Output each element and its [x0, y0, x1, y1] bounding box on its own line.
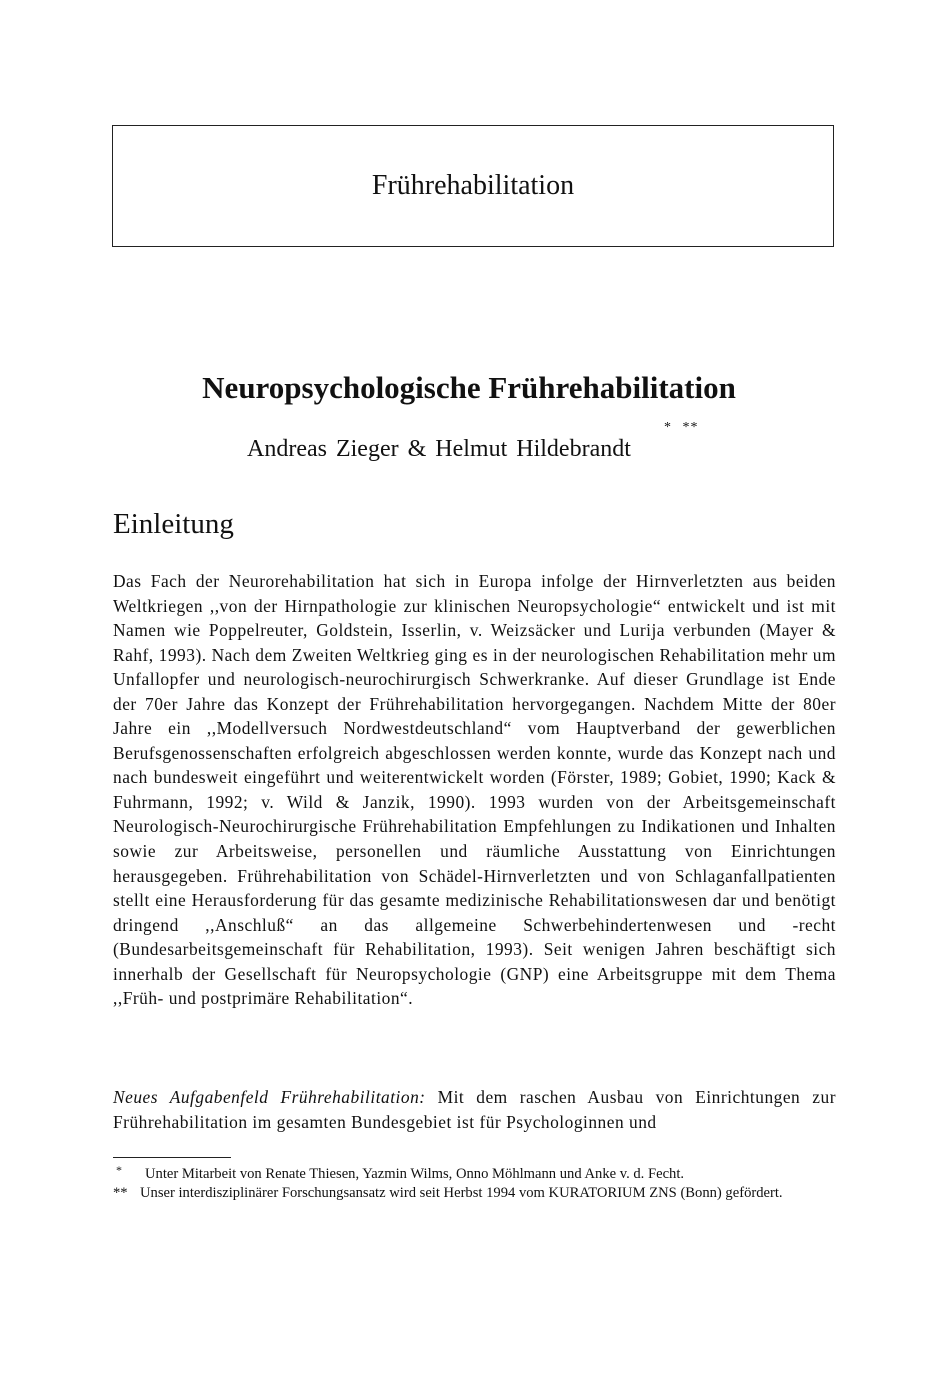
paragraph-lead-in: Neues Aufgabenfeld Frührehabilitation: — [113, 1087, 426, 1107]
footnote-text: Unter Mitarbeit von Renate Thiesen, Yazmin Wilms, Onno Möhlmann und Anke v. d. Fecht. — [145, 1166, 685, 1182]
footnotes — [113, 1165, 836, 1203]
footnote — [113, 1165, 836, 1184]
footnote-text: Unser interdisziplinärer Forschungsansatz wird seit Herbst 1994 vom KURATORIUM ZNS (Bonn) gefördert. — [140, 1185, 783, 1201]
author-footnote-marks: * ** — [664, 420, 699, 435]
footnote — [113, 1184, 836, 1203]
paper-title: Neuropsychologische Frührehabilitation — [202, 370, 736, 405]
footnote-mark: ** — [113, 1185, 128, 1201]
chapter-title: Frührehabilitation — [371, 170, 575, 201]
paragraph-text: Mit dem raschen Ausbau von Einrichtungen zur Frührehabilitation im gesamten Bundesgebiet ist für Psychologinnen und — [113, 1087, 836, 1132]
body-paragraph: Das Fach der Neurorehabilitation hat sich in Europa infolge der Hirnverletzten aus beiden Weltkriegen ,,von der Hirnpathologie zur klinischen Neuropsychologie“ entwickelt und ist mit Namen wie Poppelreuter, Goldstein, Isserlin, v. Weizsäcker und Lurija verbunden (Mayer & Rahf, 1993). Nach dem Zweiten Weltkrieg ging es in der neurologischen Rehabilitation mehr um Unfallopfer und neurologisch-neurochirurgisch Schwerkranke. Auf dieser Grundlage ist Ende der 70er Jahre das Konzept der Frührehabilitation hervorgegangen. Nachdem Mitte der 80er Jahre ein ,,Modellversuch Nordwestdeutschland“ vom Hauptverband der gewerblichen Berufsgenossenschaften erfolgreich abgeschlossen werden konnte, wurde das Konzept nach und nach bundesweit eingeführt und weiterentwickelt worden (Förster, 1989; Gobiet, 1990; Kack & Fuhrmann, 1992; v. Wild & Janzik, 1990). 1993 wurden von der Arbeitsgemeinschaft Neurologisch-Neurochirurgische Frührehabilitation Empfehlungen zu Indikationen und Inhalten sowie zur Arbeitsweise, personellen und räumliche Ausstattung von Einrichtungen herausgegeben. Frührehabilitation von Schädel-Hirnverletzten und von Schlaganfallpatienten stellt eine Herausforderung für das gesamte medizinische Rehabilitationswesen dar und benötigt dringend ,,Anschluß“ an das allgemeine Schwerbehindertenwesen und -recht (Bundesarbeitsgemeinschaft für Rehabilitation, 1993). Seit wenigen Jahren beschäftigt sich innerhalb der Gesellschaft für Neuropsychologie (GNP) eine Arbeitsgruppe mit dem Thema ,,Früh- und postprimäre Rehabilitation“. — [113, 571, 836, 1009]
authors: Andreas Zieger & Helmut Hildebrandt — [247, 436, 631, 462]
footnote-mark: * — [116, 1163, 122, 1177]
body-paragraph — [113, 1085, 836, 1134]
section-heading: Einleitung — [113, 508, 234, 540]
chapter-header-box — [112, 125, 834, 247]
footnote-divider — [113, 1157, 231, 1158]
